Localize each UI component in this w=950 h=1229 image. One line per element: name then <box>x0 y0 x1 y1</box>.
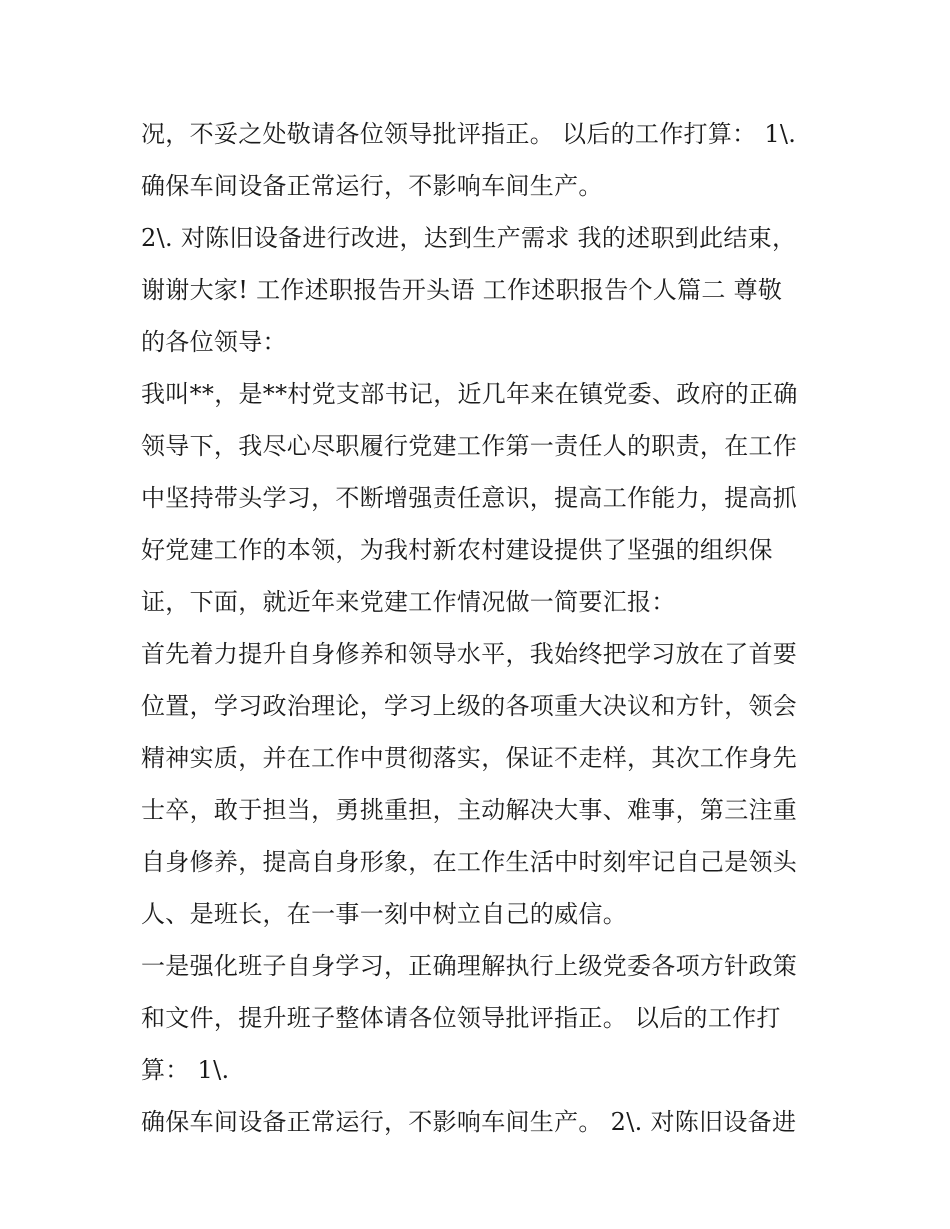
text-line: 的各位领导： <box>141 328 287 356</box>
text-line: 证，下面，就近年来党建工作情况做一简要汇报： <box>141 588 676 616</box>
text-line: 精神实质，并在工作中贯彻落实，保证不走样，其次工作身先 <box>141 744 798 772</box>
text-line: 位置，学习政治理论，学习上级的各项重大决议和方针，领会 <box>141 692 798 720</box>
text-line: 自身修养，提高自身形象，在工作生活中时刻牢记自己是领头 <box>141 848 798 876</box>
text-line: 人、是班长，在一事一刻中树立自己的威信。 <box>141 900 627 928</box>
document-body <box>141 108 821 1148</box>
text-line: 我叫**，是**村党支部书记，近几年来在镇党委、政府的正确 <box>141 380 798 408</box>
text-line: 2\. 对陈旧设备进行改进，达到生产需求 我的述职到此结束， <box>141 224 797 252</box>
text-line: 中坚持带头学习，不断增强责任意识，提高工作能力，提高抓 <box>141 484 798 512</box>
text-line: 确保车间设备正常运行，不影响车间生产。 2\. 对陈旧设备进 <box>141 1108 797 1136</box>
text-line: 况，不妥之处敬请各位领导批评指正。 以后的工作打算： 1\. <box>141 120 797 148</box>
text-line: 一是强化班子自身学习，正确理解执行上级党委各项方针政策 <box>141 952 798 980</box>
text-line: 首先着力提升自身修养和领导水平，我始终把学习放在了首要 <box>141 640 798 668</box>
text-line: 领导下，我尽心尽职履行党建工作第一责任人的职责，在工作 <box>141 432 798 460</box>
text-line: 士卒，敢于担当，勇挑重担，主动解决大事、难事，第三注重 <box>141 796 798 824</box>
text-line: 算： 1\. <box>141 1056 230 1084</box>
text-line: 和文件，提升班子整体请各位领导批评指正。 以后的工作打 <box>141 1004 781 1032</box>
text-line: 谢谢大家! 工作述职报告开头语 工作述职报告个人篇二 尊敬 <box>141 276 783 304</box>
text-line: 好党建工作的本领，为我村新农村建设提供了坚强的组织保 <box>141 536 773 564</box>
text-line: 确保车间设备正常运行，不影响车间生产。 <box>141 172 603 200</box>
